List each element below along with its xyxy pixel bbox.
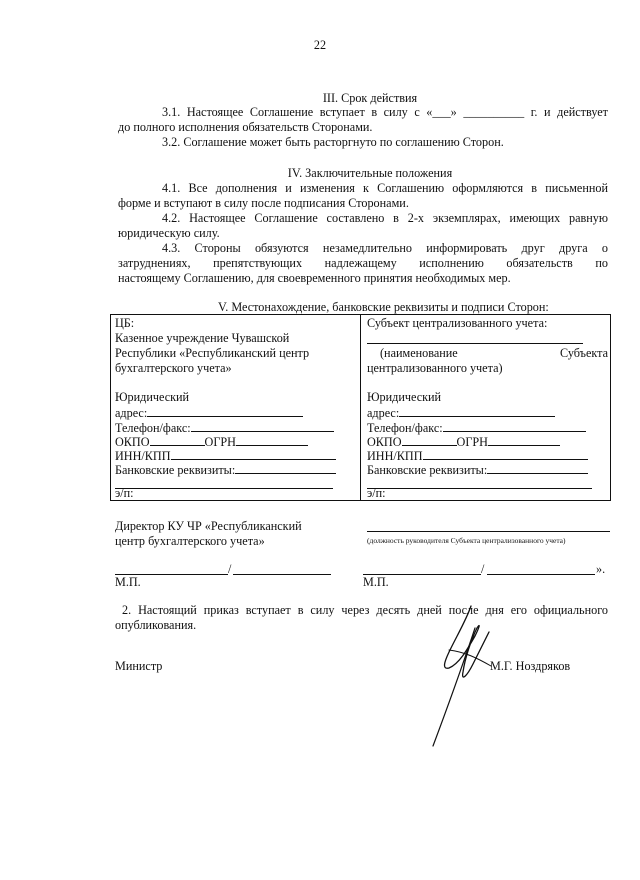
signature-tail-stroke [433, 628, 475, 746]
right-name-line2: централизованного учета) [367, 361, 503, 375]
right-end-mark: ». [596, 562, 606, 576]
director-line1: Директор КУ ЧР «Республиканский [115, 519, 302, 533]
left-inn-label: ИНН/КПП [115, 449, 171, 463]
left-ogrn-field [236, 433, 308, 446]
right-party-title: Субъект централизованного учета: [367, 316, 548, 330]
right-name-word: (наименование [380, 346, 458, 360]
right-inn-label: ИНН/КПП [367, 449, 423, 463]
left-org-line1: Казенное учреждение Чувашской [115, 331, 290, 345]
right-sign-slash: / [481, 562, 485, 576]
section-5-heading: V. Местонахождение, банковские реквизиты и подписи Сторон: [218, 300, 549, 314]
right-okpo-field [402, 433, 457, 446]
section-4-p3-line3: настоящему Соглашению, для своевременного принятия необходимых мер. [118, 271, 511, 285]
signature-loop-stroke [445, 606, 489, 677]
left-bank-row [115, 461, 336, 478]
right-phone-label: Телефон/факс: [367, 421, 443, 435]
left-inn-field [171, 447, 336, 460]
right-address-field [399, 404, 555, 417]
section-3-p1-line1: 3.1. Настоящее Соглашение вступает в силу с «___» __________ г. и действует [162, 105, 608, 119]
minister-title: Министр [115, 659, 163, 673]
right-address-label: адрес: [367, 406, 400, 420]
right-ogrn-field [488, 433, 560, 446]
left-bank-label: Банковские реквизиты: [115, 463, 236, 477]
left-org-line2: Республики «Республиканский центр [115, 346, 310, 360]
right-bank-extra-line [367, 488, 592, 489]
section-3-heading: III. Срок действия [322, 91, 418, 105]
section-4-p1-line1: 4.1. Все дополнения и изменения к Соглашению оформляются в письменной [162, 181, 608, 195]
left-phone-label: Телефон/факс: [115, 421, 191, 435]
section-4-p2-line1: 4.2. Настоящее Соглашение составлено в 2-х экземплярах, имеющих равную [162, 211, 608, 225]
left-bank-extra-line [115, 488, 333, 489]
left-address-label: адрес: [115, 406, 148, 420]
right-position-caption: (должность руководителя Субъекта централизованного учета) [367, 536, 566, 545]
order-line1: 2. Настоящий приказ вступает в силу через десять дней после дня его официального [122, 603, 608, 617]
section-4-p3-line2: затруднениях, препятствующих надлежащему исполнению обязательств по [118, 256, 608, 270]
left-phone-field [191, 419, 334, 432]
section-4-p3-line1: 4.3. Стороны обязуются незамедлительно информировать друг друга о [162, 241, 608, 255]
section-4-p1-line2: форме и вступают в силу после подписания Сторонами. [118, 196, 409, 210]
table-right-border [610, 314, 611, 501]
section-4-heading: IV. Заключительные положения [287, 166, 453, 180]
left-name-line [233, 574, 331, 575]
director-line2: центр бухгалтерского учета» [115, 534, 265, 548]
table-middle-border [360, 314, 361, 501]
right-name-line [367, 343, 583, 344]
left-legal-label: Юридический [115, 390, 190, 404]
left-org-line3: бухгалтерского учета» [115, 361, 232, 375]
left-okpo-field [150, 433, 205, 446]
left-address-field [147, 404, 303, 417]
left-bank-field [235, 461, 336, 474]
right-bank-row [367, 461, 588, 478]
minister-name: М.Г. Ноздряков [490, 659, 571, 673]
page-number: 22 [313, 38, 327, 52]
right-legal-label: Юридический [367, 390, 442, 404]
handwritten-signature [415, 598, 545, 748]
table-left-border [110, 314, 111, 501]
right-subject-word: Субъекта [560, 346, 609, 360]
left-ep-label: э/п: [115, 486, 134, 500]
left-okpo-label: ОКПО [115, 435, 150, 449]
right-bank-field [487, 461, 588, 474]
section-4-p2-line2: юридическую силу. [118, 226, 220, 240]
left-ogrn-label: ОГРН [204, 435, 236, 449]
left-party-title: ЦБ: [115, 316, 135, 330]
right-mp: М.П. [363, 575, 389, 589]
right-name-line-2 [487, 574, 595, 575]
right-inn-field [423, 447, 588, 460]
right-ogrn-label: ОГРН [456, 435, 488, 449]
right-bank-label: Банковские реквизиты: [367, 463, 488, 477]
right-position-line [367, 531, 610, 532]
left-sign-slash: / [228, 562, 232, 576]
right-ep-label: э/п: [367, 486, 386, 500]
section-3-p1-line2: до полного исполнения обязательств Сторонами. [118, 120, 373, 134]
section-3-p2: 3.2. Соглашение может быть расторгнуто по соглашению Сторон. [162, 135, 504, 149]
order-line2: опубликования. [115, 618, 197, 632]
right-okpo-label: ОКПО [367, 435, 402, 449]
left-mp: М.П. [115, 575, 141, 589]
right-phone-field [443, 419, 586, 432]
